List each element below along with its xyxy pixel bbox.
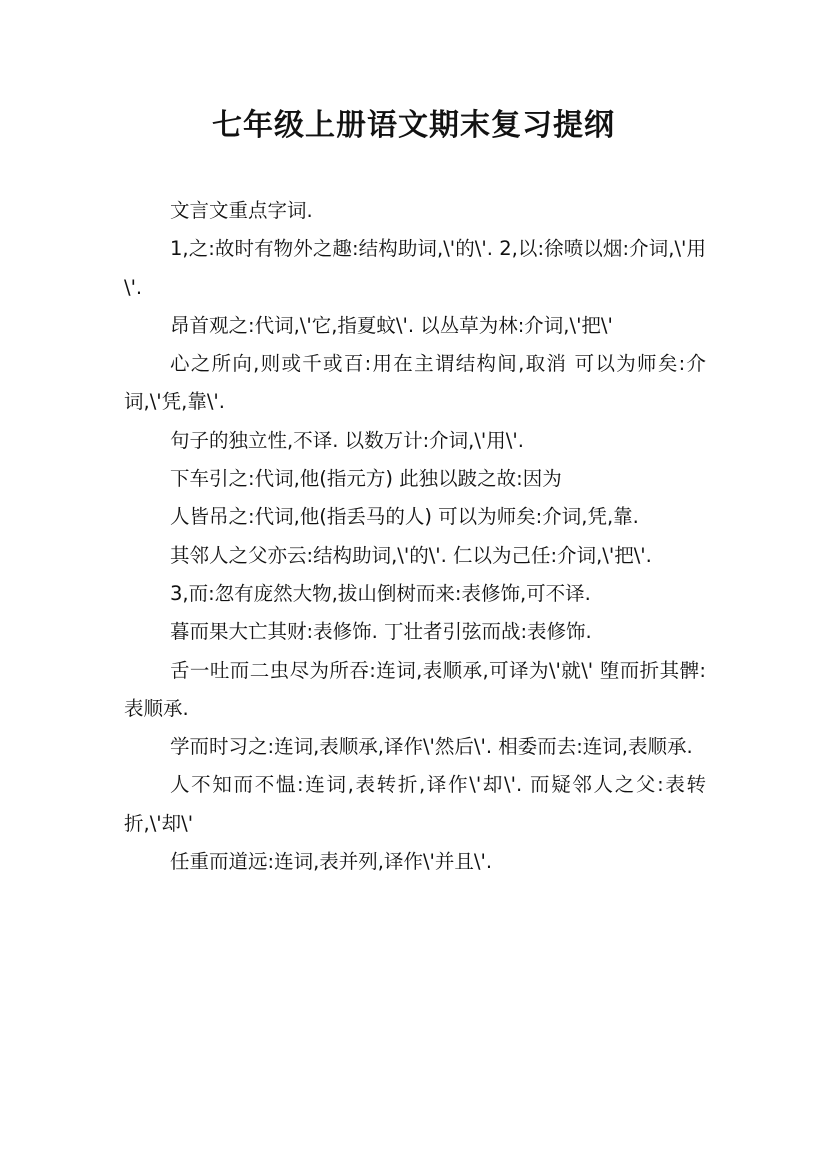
paragraph: 心之所向,则或千或百:用在主谓结构间,取消 可以为师矣:介词,\'凭,靠\'. (124, 352, 706, 414)
paragraph: 下车引之:代词,他(指元方) 此独以跛之故:因为 (170, 467, 562, 491)
paragraph: 暮而果大亡其财:表修饰. 丁壮者引弦而战:表修饰. (170, 620, 592, 644)
paragraph: 任重而道远:连词,表并列,译作\'并且\'. (170, 850, 493, 874)
paragraph: 舌一吐而二虫尽为所吞:连词,表顺承,可译为\'就\' 堕而折其髀:表顺承. (124, 658, 706, 720)
paragraph: 1,之:故时有物外之趣:结构助词,\'的\'. 2,以:徐喷以烟:介词,\'用\'. (124, 237, 706, 299)
paragraph: 学而时习之:连词,表顺承,译作\'然后\'. 相委而去:连词,表顺承. (170, 735, 693, 759)
document-body (124, 192, 706, 881)
paragraph: 昂首观之:代词,\'它,指夏蚊\'. 以丛草为林:介词,\'把\' (170, 313, 613, 337)
paragraph: 3,而:忽有庞然大物,拔山倒树而来:表修饰,可不译. (170, 581, 591, 605)
page-title: 七年级上册语文期末复习提纲 (212, 108, 615, 143)
paragraph: 其邻人之父亦云:结构助词,\'的\'. 仁以为己任:介词,\'把\'. (170, 543, 652, 567)
paragraph: 文言文重点字词. (170, 199, 313, 222)
paragraph: 句子的独立性,不译. 以数万计:介词,\'用\'. (170, 428, 524, 452)
paragraph: 人不知而不愠:连词,表转折,译作\'却\'. 而疑邻人之父:表转折,\'却\' (124, 773, 706, 835)
paragraph: 人皆吊之:代词,他(指丢马的人) 可以为师矣:介词,凭,靠. (170, 505, 639, 529)
